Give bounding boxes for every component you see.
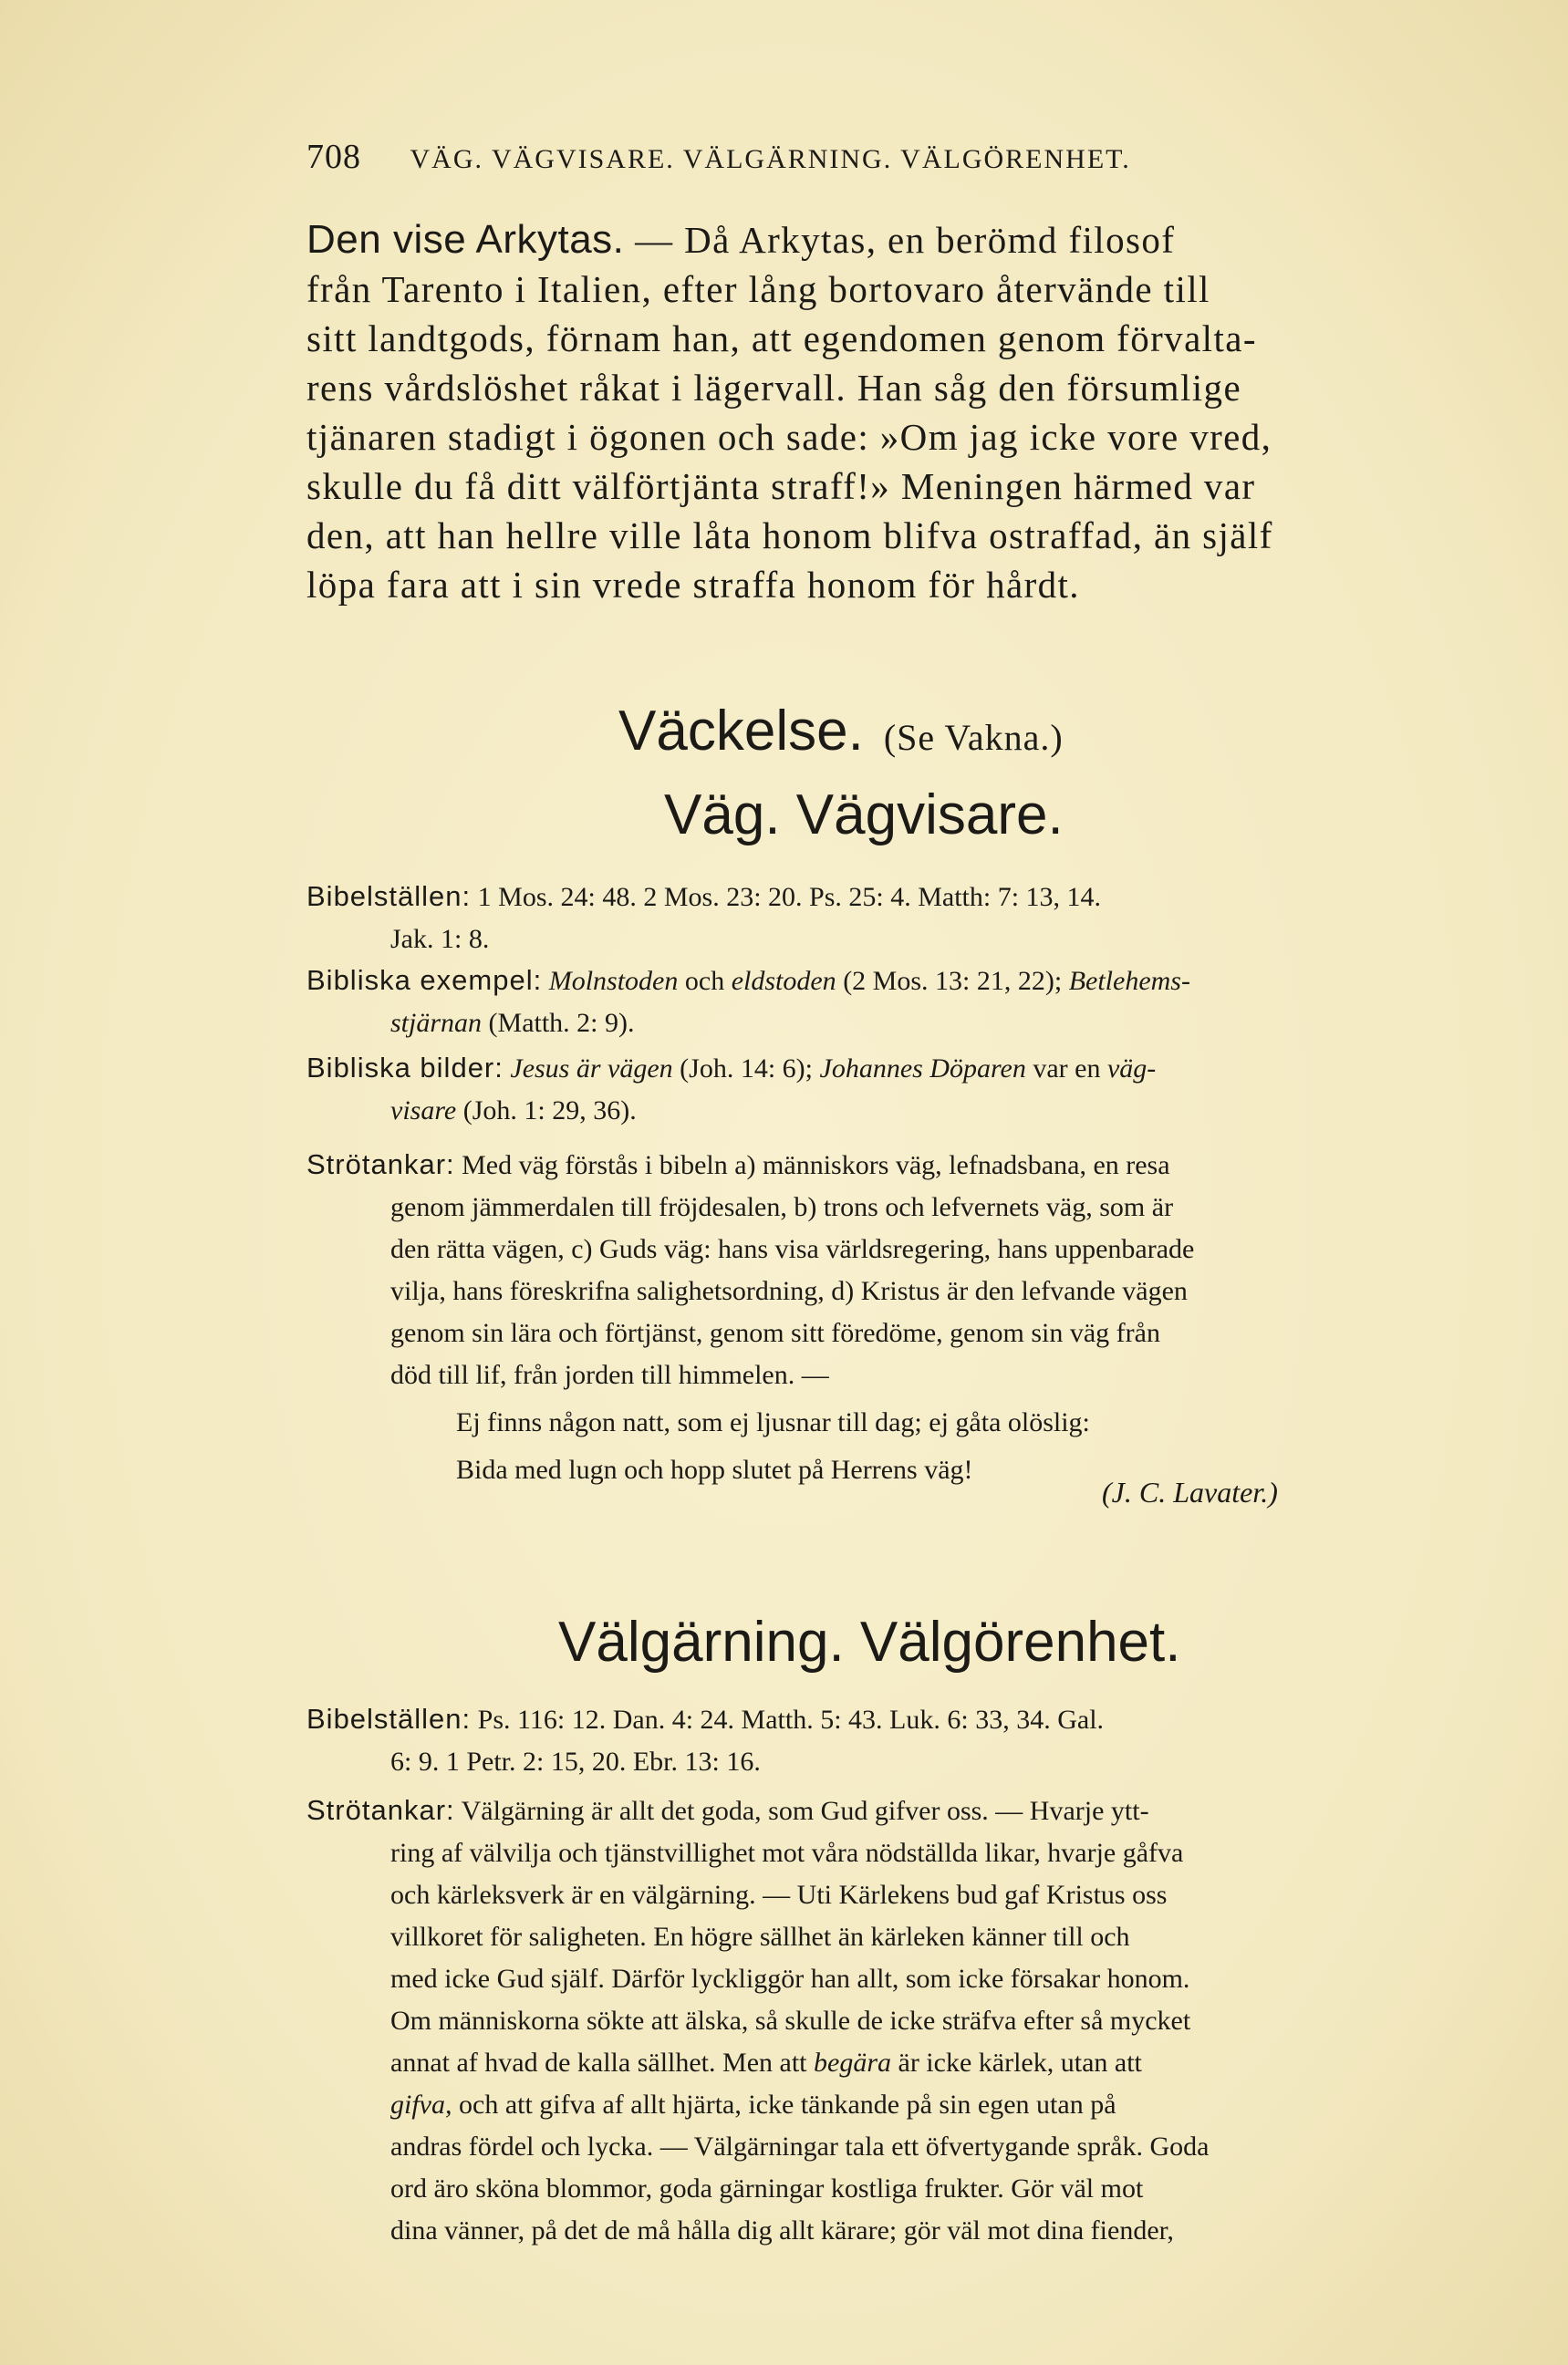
- exempel-text: (Matth. 2: 9).: [482, 1008, 635, 1038]
- strotankar-line: ring af välvilja och tjänstvillighet mot våra nödställda likar, hvarje gåfva: [390, 1838, 1184, 1868]
- arkytas-line: tjänaren stadigt i ögonen och sade: »Om jag icke vore vred,: [306, 416, 1272, 458]
- quote-author: (J. C. Lavater.): [1102, 1476, 1278, 1509]
- strotankar-text: är icke kärlek, utan att: [891, 2048, 1142, 2078]
- bilder-text: (Joh. 14: 6);: [672, 1053, 820, 1084]
- arkytas-line: sitt landtgods, förnam han, att egendomen genom förvalta-: [306, 317, 1257, 359]
- bibelstallen-refs-cont: Jak. 1: 8.: [390, 924, 490, 954]
- strotankar-line: [306, 2084, 1438, 2126]
- strotankar-line: och kärleksverk är en välgärning. — Uti Kärlekens bud gaf Kristus oss: [390, 1880, 1168, 1910]
- bilder-vag: väg-: [1106, 1053, 1157, 1084]
- vag-bibliska-bilder: [306, 1047, 1438, 1132]
- arkytas-line: rens vårdslöshet råkat i lägervall. Han såg den försumlige: [306, 367, 1242, 409]
- bibliska-bilder-label: Bibliska bilder:: [306, 1052, 504, 1084]
- strotankar-line: genom sin lära och förtjänst, genom sitt föredöme, genom sin väg från: [390, 1318, 1160, 1348]
- running-head: [306, 137, 1438, 177]
- strotankar-line: med icke Gud själf. Därför lyckliggör han allt, som icke försakar honom.: [390, 1964, 1190, 1994]
- vackelse-cross-reference: (Se Vakna.): [883, 717, 1064, 758]
- arkytas-title: Den vise Arkytas.: [306, 217, 625, 262]
- vag-bibelstallen: [306, 876, 1438, 960]
- valgarning-strotankar: [306, 1789, 1438, 2252]
- strotankar-line: dina vänner, på det de må hålla dig allt kärare; gör väl mot dina fiender,: [390, 2215, 1174, 2246]
- strotankar-line: vilja, hans föreskrifna salighetsordning, d) Kristus är den lefvande vägen: [390, 1276, 1188, 1306]
- vackelse-heading: [618, 699, 1064, 763]
- quote-line: Bida med lugn och hopp slutet på Herrens väg!: [456, 1455, 973, 1485]
- strotankar-text: och att gifva af allt hjärta, icke tänkande på sin egen utan på: [452, 2090, 1116, 2120]
- exempel-molnstoden: Molnstoden: [548, 966, 679, 996]
- strotankar-line: Om människorna sökte att älska, så skulle de icke sträfva efter så mycket: [390, 2006, 1191, 2036]
- bibelstallen-refs: Ps. 116: 12. Dan. 4: 24. Matth. 5: 43. Luk. 6: 33, 34. Gal.: [477, 1705, 1105, 1735]
- bilder-text: (Joh. 1: 29, 36).: [456, 1095, 637, 1125]
- bilder-text: var en: [1025, 1053, 1107, 1084]
- arkytas-line: från Tarento i Italien, efter lång bortovaro återvände till: [306, 268, 1210, 310]
- exempel-text: (2 Mos. 13: 21, 22);: [836, 966, 1069, 996]
- bilder-jesus: Jesus är vägen: [510, 1053, 673, 1084]
- arkytas-anecdote: [306, 215, 1438, 609]
- bilder-visare: visare: [390, 1095, 457, 1125]
- bibliska-exempel-label: Bibliska exempel:: [306, 964, 543, 996]
- running-head-titles: VÄG. VÄGVISARE. VÄLGÄRNING. VÄLGÖRENHET.: [410, 144, 1131, 174]
- strotankar-label: Strötankar:: [306, 1148, 455, 1180]
- exempel-stjarnan: stjärnan: [390, 1008, 483, 1038]
- exempel-betlehems: Betlehems-: [1068, 966, 1190, 996]
- strotankar-line: [306, 2042, 1438, 2084]
- vag-strotankar: [306, 1144, 1438, 1396]
- strotankar-begara: begära: [814, 2048, 891, 2078]
- strotankar-line: genom jämmerdalen till fröjdesalen, b) trons och lefvernets väg, som är: [390, 1192, 1174, 1222]
- bibelstallen-refs: 1 Mos. 24: 48. 2 Mos. 23: 20. Ps. 25: 4. Matth: 7: 13, 14.: [477, 882, 1102, 912]
- arkytas-line: — Då Arkytas, en berömd filosof: [635, 219, 1176, 261]
- strotankar-line: Med väg förstås i bibeln a) människors väg, lefnadsbana, en resa: [462, 1150, 1170, 1180]
- bilder-johannes: Johannes Döparen: [819, 1053, 1026, 1084]
- strotankar-gifva: gifva,: [390, 2090, 452, 2120]
- page-number: 708: [306, 138, 361, 176]
- lavater-quote: [456, 1399, 1090, 1494]
- valgarning-bibelstallen: [306, 1698, 1438, 1783]
- vag-heading: Väg. Vägvisare.: [664, 783, 1064, 846]
- strotankar-line: ord äro sköna blommor, goda gärningar kostliga frukter. Gör väl mot: [390, 2173, 1144, 2204]
- bibelstallen-label: Bibelställen:: [306, 880, 472, 912]
- bibelstallen-label: Bibelställen:: [306, 1703, 472, 1735]
- exempel-text: och: [678, 966, 732, 996]
- arkytas-line: den, att han hellre ville låta honom blifva ostraffad, än själf: [306, 514, 1273, 556]
- strotankar-line: död till lif, från jorden till himmelen. —: [390, 1360, 829, 1390]
- vackelse-title: Väckelse.: [618, 700, 864, 762]
- exempel-eldstoden: eldstoden: [731, 966, 836, 996]
- arkytas-line: skulle du få ditt välförtjänta straff!» Meningen härmed var: [306, 465, 1256, 507]
- bibelstallen-refs-cont: 6: 9. 1 Petr. 2: 15, 20. Ebr. 13: 16.: [390, 1747, 761, 1777]
- strotankar-line: den rätta vägen, c) Guds väg: hans visa världsregering, hans uppenbarade: [390, 1234, 1195, 1264]
- strotankar-line: Välgärning är allt det goda, som Gud gifver oss. — Hvarje ytt-: [461, 1796, 1149, 1826]
- vag-bibliska-exempel: [306, 959, 1438, 1044]
- strotankar-line: villkoret för saligheten. En högre sällhet än kärleken känner till och: [390, 1922, 1130, 1952]
- quote-line: Ej finns någon natt, som ej ljusnar till dag; ej gåta olöslig:: [456, 1407, 1090, 1437]
- valgarning-heading: Välgärning. Välgörenhet.: [558, 1611, 1181, 1674]
- strotankar-line: andras fördel och lycka. — Välgärningar tala ett öfvertygande språk. Goda: [390, 2132, 1210, 2162]
- arkytas-line: löpa fara att i sin vrede straffa honom för hårdt.: [306, 564, 1080, 606]
- strotankar-text: annat af hvad de kalla sällhet. Men att: [390, 2048, 814, 2078]
- strotankar-label: Strötankar:: [306, 1794, 455, 1826]
